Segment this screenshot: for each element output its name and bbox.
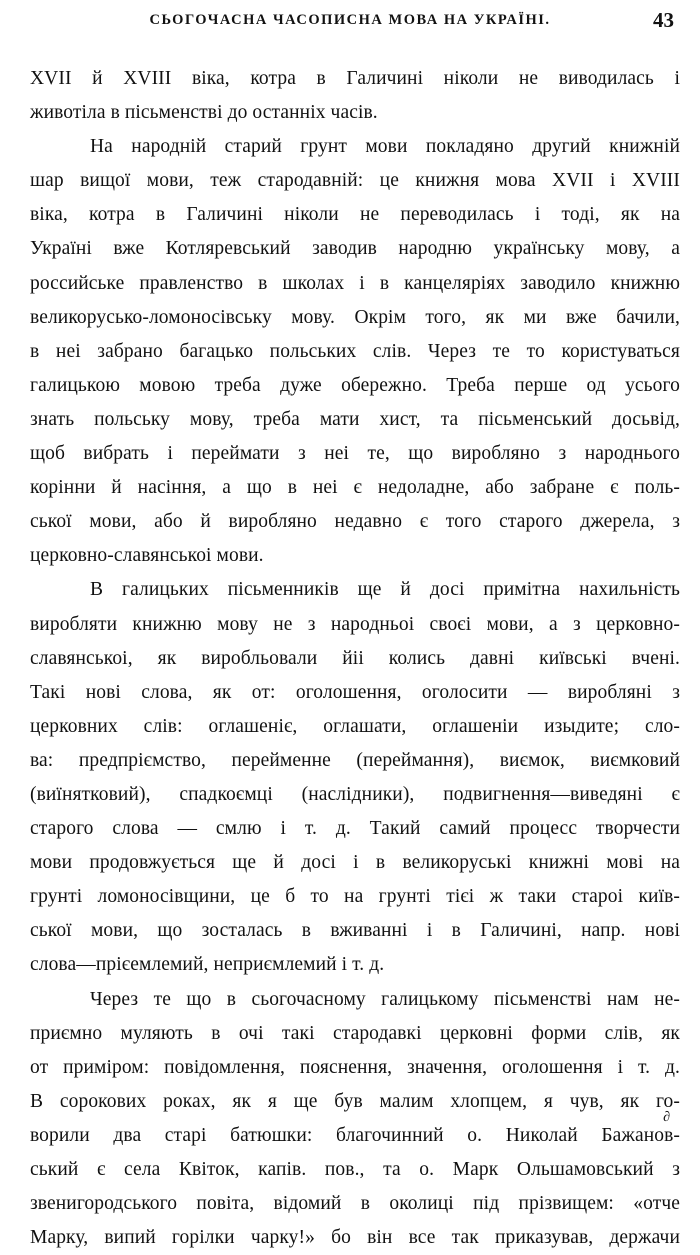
text-line: животіла в пісьменстві до останніх часів.	[30, 102, 378, 124]
text-line: славянськоі, як виробльовали йіі колись давні київські вчені.	[30, 647, 680, 669]
text-line: віка, котра в Галичині ніколи не переводилась і тоді, як на	[30, 204, 680, 226]
text-line: приємно муляють в очі такі стародавкі церковні форми слів, як	[30, 1022, 680, 1044]
page-number: 43	[653, 8, 674, 32]
text-line: Марку, випий горілки чарку!» бо він все так приказував, держачи	[30, 1227, 680, 1249]
text-line: ської мови, що зосталась в вживанні і в Галичині, напр. нові	[30, 920, 680, 942]
body-text	[30, 62, 680, 1255]
text-line: церковно-славянськоі мови.	[30, 545, 264, 567]
text-line: слова—прієемлемий, неприємлемий і т. д.	[30, 954, 385, 976]
text-line: Такі нові слова, як от: оголошення, оголосити — виробляні з	[30, 681, 680, 703]
text-line: Через те що в сьогочасному галицькому пісьменстві нам не-	[90, 988, 680, 1010]
text-line: российське правленство в школах і в канцеляріях заводило книжню	[30, 272, 680, 294]
text-line: ва: предпріємство, перейменне (переймання), виємок, виємковий	[30, 749, 680, 771]
text-line: На народній старий грунт мови покладяно другий книжній	[90, 136, 680, 158]
text-line: мови продовжується ще й досі і в великоруські книжні мові на	[30, 852, 680, 874]
text-line: ський є села Квіток, капів. пов., та о. Марк Ольшамовський з	[30, 1159, 680, 1180]
text-line: XVII й XVIII віка, котра в Галичині ніколи не виводилась і	[30, 68, 680, 89]
text-line: шар вищої мови, теж стародавній: це книжня мова XVII і XVIII	[30, 170, 680, 192]
text-line: ської мови, або й виробляно недавно є того старого джерела, з	[30, 511, 680, 533]
text-line: знать польську мову, треба мати хист, та пісьменський досьвід,	[30, 408, 680, 430]
text-line: щоб вибрать і переймати з неі те, що виробляно з народнього	[30, 443, 680, 465]
running-head: СЬОГОЧАСНА ЧАСОПИСНА МОВА НА УКРАЇНІ.	[149, 12, 551, 28]
text-line: великорусько-ломоносівську мову. Окрім того, як ми вже бачили,	[30, 306, 680, 328]
text-line: ворили два старі батюшки: благочинний о. Николай Бажанов-	[30, 1124, 680, 1146]
text-line: старого слова — смлю і т. д. Такий самий процесс творчести	[30, 818, 680, 840]
text-line: звенигородського повіта, відомий в околиці під прізвищем: «отче	[30, 1193, 680, 1215]
text-line: виробляти книжню мову не з народньоі своєі мови, а з церковно-	[30, 613, 680, 635]
text-line: от приміром: повідомлення, пояснення, значення, оголошення і т. д.	[30, 1056, 680, 1078]
text-line: церковних слів: оглашеніє, оглашати, оглашеніи изыдите; сло-	[30, 715, 680, 737]
text-line: галицькою мовою треба дуже обережно. Треба перше од усього	[30, 374, 680, 396]
text-line: В сорокових роках, як я ще був малим хлопцем, я чув, як го-	[30, 1090, 680, 1112]
text-line: (виїнятковий), спадкоємці (наслідники), подвигнення—виведяні є	[30, 783, 680, 805]
printer-signature-mark: ∂	[663, 1110, 670, 1125]
text-line: Україні вже Котляревський заводив народню українську мову, а	[30, 238, 680, 260]
text-line: грунті ломоносівщини, це б то на грунті тієі ж таки староі київ-	[30, 886, 680, 908]
text-line: в неі забрано багацько польських слів. Через те то користуваться	[30, 340, 680, 362]
text-line: В галицьких пісьменників ще й досі примітна нахильність	[90, 579, 680, 601]
text-line: корінни й насіння, а що в неі є недоладне, або забране є поль-	[30, 477, 680, 499]
